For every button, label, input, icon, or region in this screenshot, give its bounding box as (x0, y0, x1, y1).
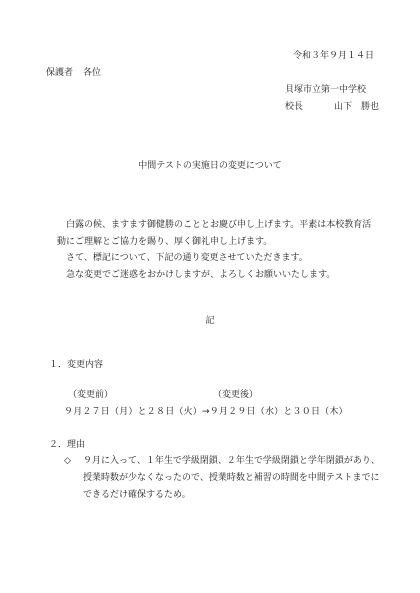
recipient-label: 保護者 (46, 68, 74, 78)
before-label: （変更前） (68, 390, 114, 400)
body-paragraph-notice: さて、標記について、下記の通り変更させていただきます。 (66, 253, 308, 263)
sender-title: 校長 (285, 102, 304, 112)
document-title: 中間テストの実施日の変更について (138, 161, 282, 171)
body-paragraph-greeting: 白露の候、ますます御健勝のこととお慶び申し上げます。平素は本校教育活動にご理解とご協力を賜り、厚く御礼申し上げます。 (57, 220, 372, 247)
ki-heading: 記 (205, 316, 215, 326)
recipient-honorific: 各位 (83, 68, 102, 78)
document-date: 令和３年９月１４日 (292, 51, 374, 61)
diamond-bullet-icon: ◇ (64, 456, 71, 466)
after-label: （変更後） (213, 390, 259, 400)
section-change-heading: １．変更内容 (49, 360, 104, 370)
sender-school: 貝塚市立第一中学校 (285, 85, 367, 95)
section-reason-heading: ２．理由 (49, 440, 86, 450)
schedule-change-line: ９月２７日（月）と２８日（火）→９月２９日（水）と３０日（木） (64, 407, 348, 417)
sender-name: 山下 勝也 (334, 102, 380, 112)
body-paragraph-apology: 急な変更でご迷惑をおかけしますが、よろしくお願いいたします。 (66, 270, 336, 280)
reason-text: ９月に入って、１年生で学級閉鎖、２年生で学級閉鎖と学年閉鎖があり、 授業時数が少なくなったので、授業時数と補習の時間を中間テストまでに できるだけ確保するため。 (83, 456, 380, 500)
